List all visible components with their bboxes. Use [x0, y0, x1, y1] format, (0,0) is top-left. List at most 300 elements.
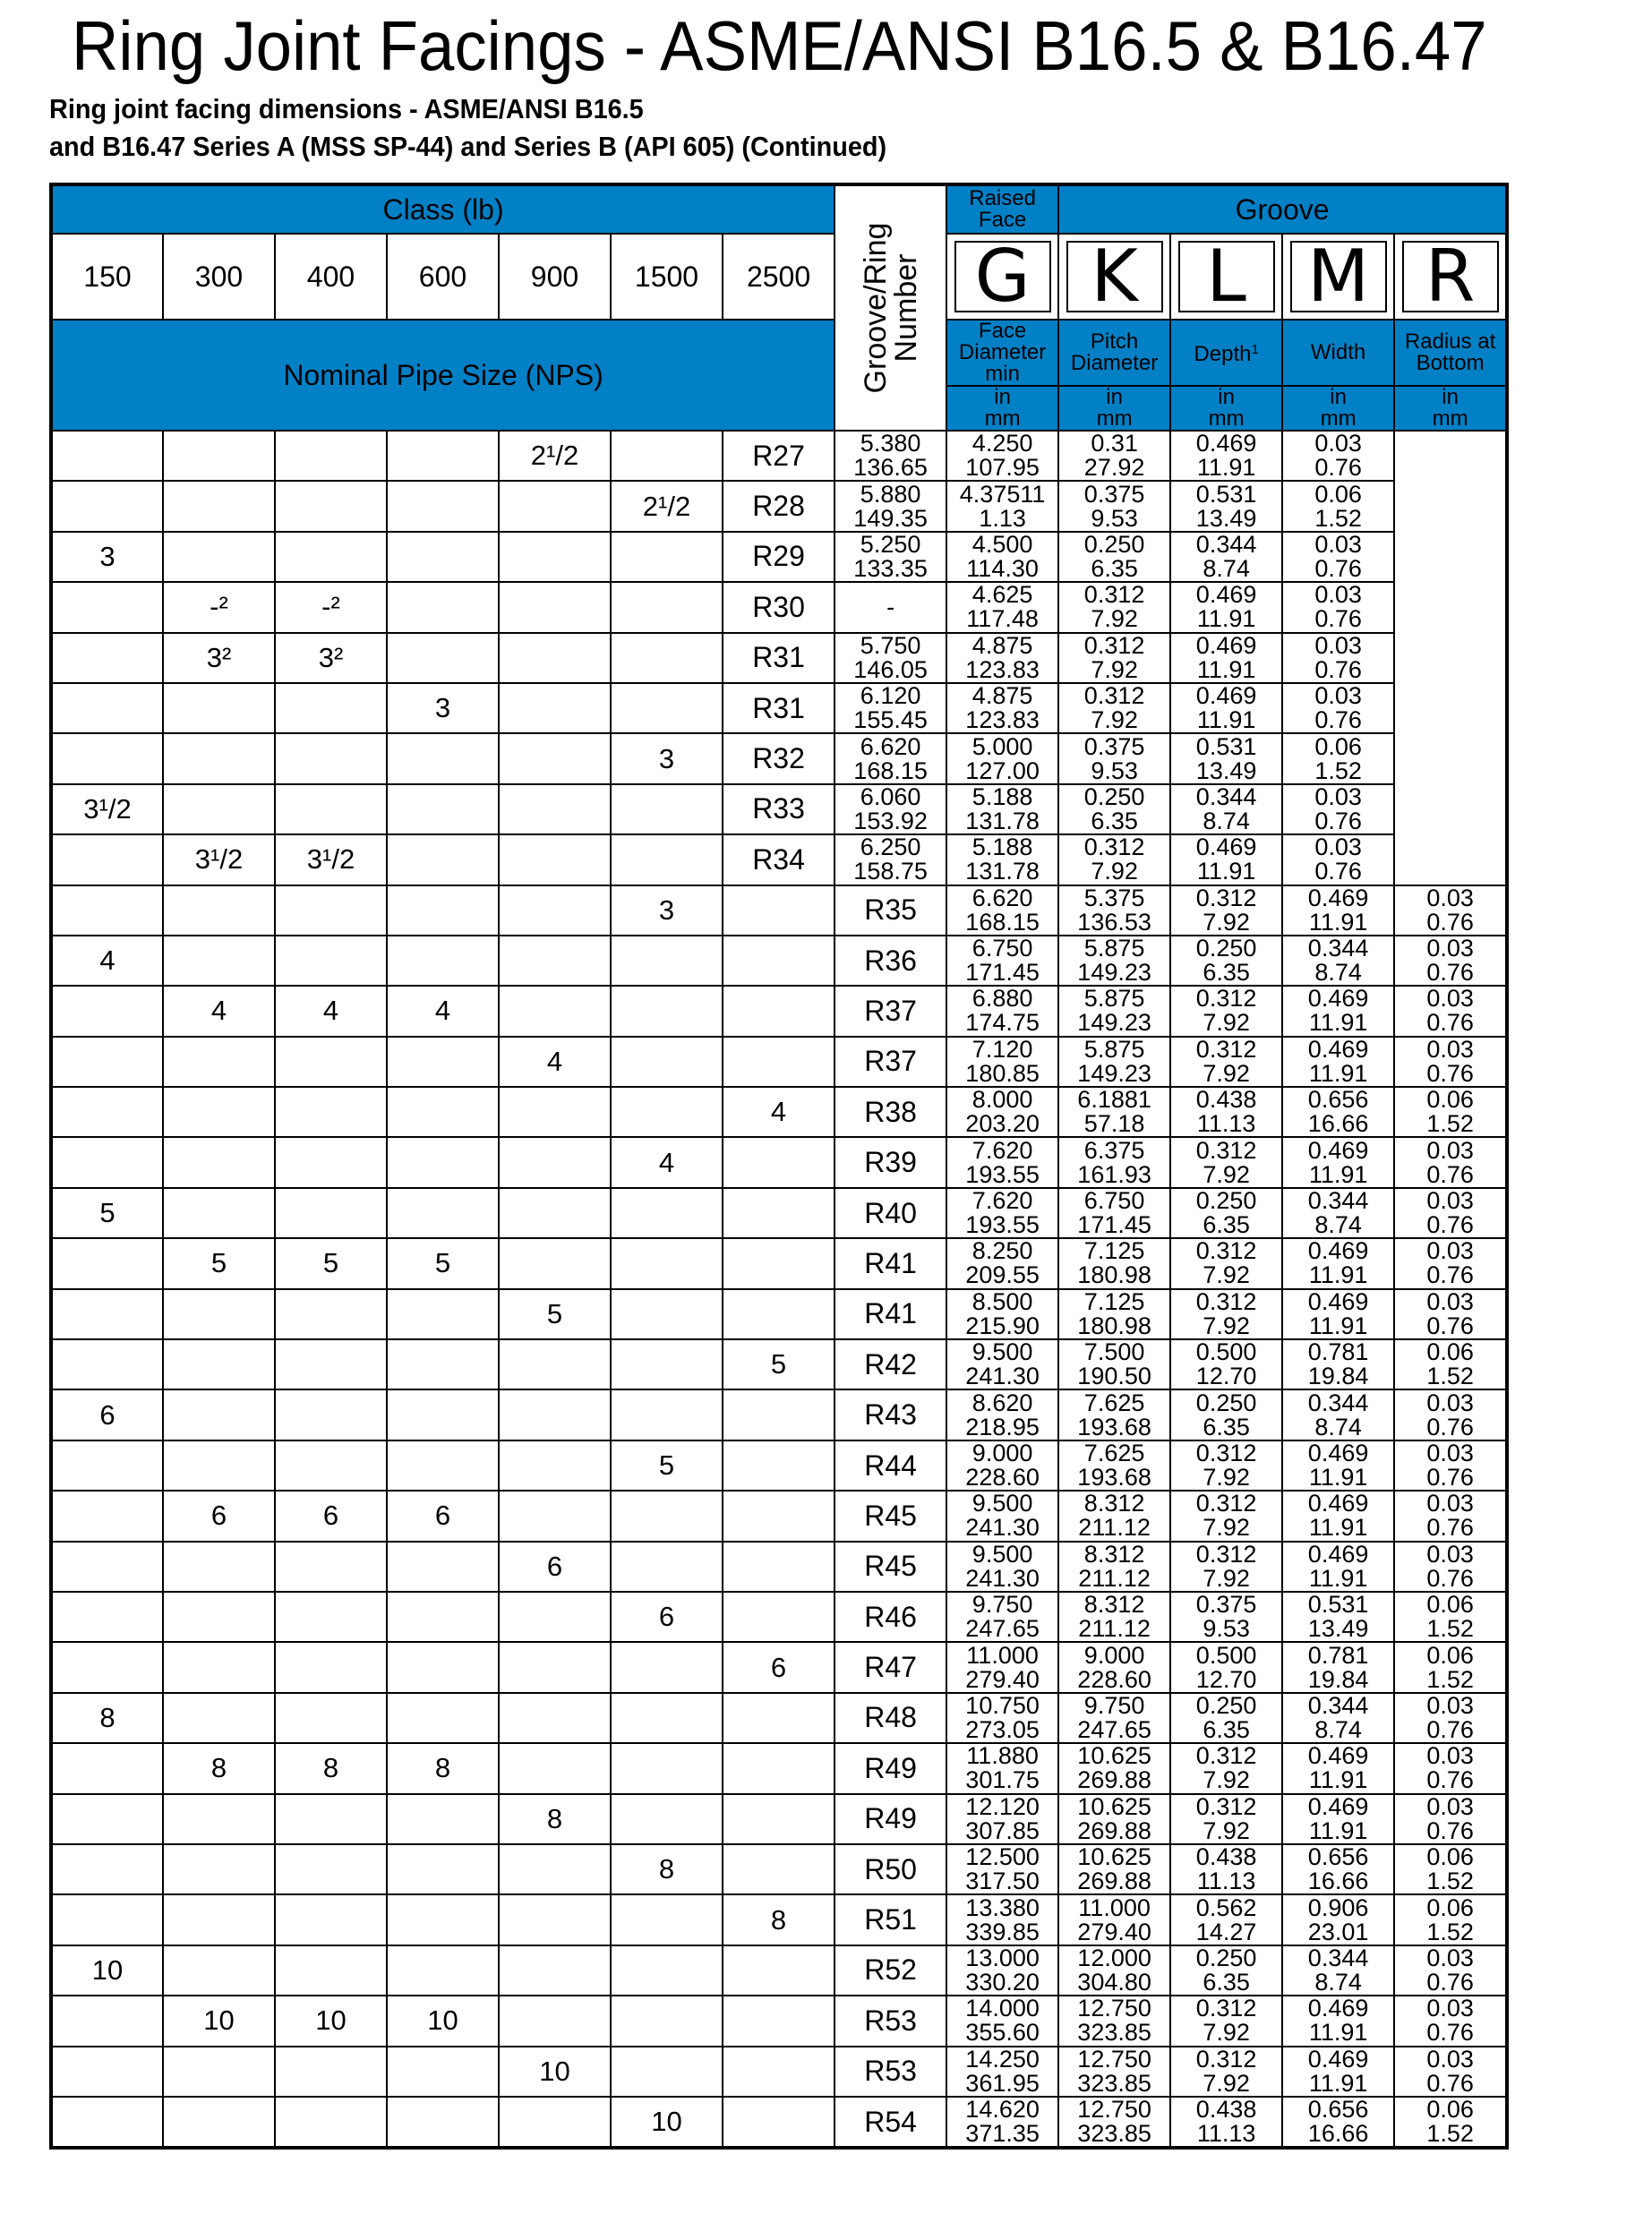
col-pitch-diameter: Pitch Diameter	[1058, 320, 1170, 386]
nps-class-900	[499, 1491, 611, 1541]
value-mm: 174.75	[965, 1009, 1040, 1037]
value-in: 0.469	[1307, 1743, 1369, 1770]
table-row	[51, 1389, 1507, 1440]
value-mm: 241.30	[965, 1564, 1040, 1592]
nps-class-600	[275, 784, 387, 834]
value-mm: 131.78	[965, 807, 1040, 834]
value-in: 0.438	[1195, 1843, 1257, 1871]
nps-class-1500	[611, 986, 723, 1036]
nps-class-400	[275, 1894, 387, 1945]
nps-class-600	[387, 1844, 499, 1894]
value-mm: 7.92	[1091, 858, 1138, 885]
class-2500: 2500	[723, 234, 835, 320]
letter-k-cell	[1058, 234, 1170, 320]
ring-number: R45	[835, 1491, 946, 1541]
nps-class-2500	[723, 936, 835, 986]
value-in: 0.312	[1195, 1440, 1257, 1466]
nps-class-400	[275, 1693, 387, 1743]
value-k	[946, 834, 1058, 885]
value-g	[946, 1491, 1058, 1541]
value-mm: 190.50	[1077, 1363, 1151, 1390]
ring-number: R33	[723, 784, 835, 834]
value-mm: 11.91	[1196, 655, 1256, 683]
value-mm: 11.91	[1308, 908, 1368, 936]
value-in: 0.781	[1307, 1339, 1369, 1366]
value-mm: 323.85	[1077, 2120, 1151, 2148]
nps-class-400	[275, 885, 387, 936]
value-l	[1170, 936, 1282, 986]
value-in: 0.438	[1195, 1087, 1257, 1114]
value-k	[1058, 1339, 1170, 1389]
value-mm: 13.49	[1307, 1615, 1369, 1643]
nps-class-300	[163, 683, 275, 733]
nps-class-1500	[499, 683, 611, 733]
nps-class-150	[51, 1844, 163, 1894]
nps-class-2500: 3	[611, 733, 723, 783]
value-in: 0.312	[1195, 1288, 1257, 1315]
value-l	[1170, 1188, 1282, 1238]
value-in: 0.469	[1307, 2046, 1369, 2073]
value-in: 0.03	[1314, 682, 1362, 710]
value-in: 0.469	[1307, 1793, 1369, 1820]
nps-class-150	[51, 1339, 163, 1389]
value-mm: 355.60	[965, 2019, 1040, 2047]
value-in: 14.620	[965, 2096, 1040, 2124]
nps-class-600	[275, 733, 387, 783]
nps-class-150: 8	[51, 1693, 163, 1743]
value-mm: 0.76	[1426, 1312, 1474, 1339]
nps-class-2500	[723, 1693, 835, 1743]
value-in: 6.880	[972, 986, 1033, 1013]
table-row	[51, 2097, 1507, 2148]
value-r	[1394, 1238, 1507, 1288]
value-k	[1058, 1844, 1170, 1894]
nps-class-2500	[723, 1137, 835, 1187]
nps-class-2500: 8	[723, 1894, 835, 1945]
value-mm: 0.76	[1426, 1514, 1474, 1542]
value-in: 0.344	[1195, 783, 1257, 810]
nps-class-1500	[611, 1894, 723, 1945]
value-mm: 14.27	[1195, 1918, 1257, 1945]
value-k	[946, 784, 1058, 834]
nps-class-1500: 2¹/2	[499, 431, 611, 481]
value-mm: 1.52	[1314, 504, 1362, 532]
value-mm: 127.00	[965, 756, 1040, 784]
ring-number: R47	[835, 1642, 946, 1692]
nps-class-300	[163, 784, 275, 834]
value-r	[1394, 1542, 1507, 1592]
letter-l-icon: L	[1178, 241, 1275, 312]
value-in: 6.250	[860, 834, 921, 861]
value-mm: 1.52	[1426, 2120, 1474, 2148]
ring-number: R29	[723, 532, 835, 582]
value-r	[1394, 1592, 1507, 1642]
col-depth: Depth$^1$	[1170, 320, 1282, 386]
value-mm: 0.76	[1426, 1715, 1474, 1743]
value-mm: 8.74	[1314, 959, 1362, 987]
value-g	[946, 885, 1058, 936]
nps-class-900	[499, 1087, 611, 1137]
value-mm: 269.88	[1077, 1766, 1151, 1794]
letter-m-icon: M	[1290, 241, 1387, 312]
table-row	[51, 1238, 1507, 1288]
value-l	[1170, 1037, 1282, 1087]
value-in: 5.250	[860, 531, 921, 558]
nps-class-400	[275, 1037, 387, 1087]
value-in: 10.625	[1077, 1843, 1151, 1871]
nps-class-2500	[611, 532, 723, 582]
table-row	[51, 1188, 1507, 1238]
value-mm: 6.35	[1203, 1715, 1250, 1743]
value-m	[1170, 582, 1282, 632]
nps-class-1500: 6	[611, 1592, 723, 1642]
value-m	[1282, 1491, 1394, 1541]
value-r	[1394, 1339, 1507, 1389]
value-g	[835, 633, 946, 683]
value-mm: 153.92	[853, 807, 928, 834]
value-r	[1394, 1996, 1507, 2046]
nps-class-1500	[611, 1996, 723, 2046]
value-g	[946, 1289, 1058, 1339]
nps-class-600	[387, 2047, 499, 2097]
value-mm: 0.76	[1426, 1413, 1474, 1440]
units-pitch-diameter: in mm	[1058, 386, 1170, 431]
value-in: 0.469	[1307, 1288, 1369, 1315]
nps-class-300: 6	[163, 1491, 275, 1541]
value-k	[1058, 1491, 1170, 1541]
value-in: 0.656	[1307, 2096, 1369, 2124]
nps-class-1500	[611, 1542, 723, 1592]
value-in: 0.03	[1426, 1440, 1474, 1466]
nps-class-2500	[723, 1188, 835, 1238]
nps-class-300: 10	[163, 1996, 275, 2046]
value-in: 0.06	[1426, 1894, 1474, 1921]
value-g	[946, 2097, 1058, 2148]
value-g	[946, 936, 1058, 986]
value-in: 0.312	[1195, 2046, 1257, 2073]
value-l	[1170, 1794, 1282, 1844]
value-k	[946, 481, 1058, 531]
ring-number: R48	[835, 1693, 946, 1743]
value-mm: 279.40	[965, 1665, 1040, 1693]
ring-joint-table	[49, 183, 1509, 2150]
value-in: 7.120	[972, 1036, 1033, 1063]
ring-number: R41	[835, 1289, 946, 1339]
value-in: 11.000	[966, 1642, 1039, 1669]
value-mm: 0.76	[1426, 1766, 1474, 1794]
letter-k-icon: K	[1066, 241, 1163, 312]
value-mm: 11.91	[1308, 1261, 1368, 1289]
nps-class-600: 10	[387, 1996, 499, 2046]
value-mm: 131.78	[965, 858, 1040, 885]
value-mm: 361.95	[965, 2069, 1040, 2097]
page-title: Ring Joint Facings - ASME/ANSI B16.5 & B16.47	[72, 6, 1487, 85]
value-m	[1282, 1389, 1394, 1440]
nps-class-400	[275, 1137, 387, 1187]
nps-class-900	[499, 2097, 611, 2148]
value-mm: 161.93	[1077, 1160, 1151, 1188]
nps-class-150: 10	[51, 1945, 163, 1996]
nps-class-900	[387, 532, 499, 582]
value-mm: 11.13	[1196, 2120, 1256, 2148]
value-in: 5.375	[1083, 885, 1145, 911]
nps-class-300	[163, 1087, 275, 1137]
ring-number: R34	[723, 834, 835, 885]
value-in: 9.500	[972, 1541, 1033, 1568]
value-mm: 7.92	[1203, 1312, 1250, 1339]
value-mm: 0.76	[1314, 706, 1362, 734]
nps-class-400	[275, 1087, 387, 1137]
ring-number: R54	[835, 2097, 946, 2148]
value-in: 0.03	[1426, 986, 1474, 1013]
value-l	[1058, 532, 1170, 582]
value-in: 0.03	[1426, 1996, 1474, 2022]
value-r	[1394, 1693, 1507, 1743]
value-k	[1058, 1440, 1170, 1491]
value-mm: 193.68	[1077, 1464, 1151, 1491]
value-in: 5.750	[860, 632, 921, 659]
nps-class-2500	[723, 1289, 835, 1339]
value-k	[946, 633, 1058, 683]
table-row	[51, 1844, 1507, 1894]
value-k	[1058, 1894, 1170, 1945]
value-mm: 180.98	[1077, 1312, 1151, 1339]
value-mm: 317.50	[965, 1868, 1040, 1895]
value-in: 0.375	[1083, 733, 1145, 760]
nps-class-150	[51, 1289, 163, 1339]
value-in: 0.344	[1307, 1945, 1369, 1971]
col-width: Width	[1282, 320, 1394, 386]
value-mm: 149.23	[1077, 959, 1151, 987]
value-mm: 149.23	[1077, 1059, 1151, 1087]
nps-class-600	[387, 1339, 499, 1389]
value-in: 0.03	[1426, 1491, 1474, 1517]
value-mm: 8.74	[1203, 807, 1250, 834]
value-in: 0.531	[1195, 481, 1257, 508]
nps-class-2500	[611, 582, 723, 632]
nps-class-600	[275, 481, 387, 531]
value-mm: 7.92	[1203, 1816, 1250, 1844]
nps-class-600	[275, 431, 387, 481]
value-g	[835, 481, 946, 531]
value-mm: 11.91	[1308, 1312, 1368, 1339]
value-mm: 7.92	[1203, 1464, 1250, 1491]
value-mm: 11.91	[1308, 1160, 1368, 1188]
value-mm: 304.80	[1077, 1968, 1151, 1996]
nps-class-2500	[723, 1996, 835, 2046]
nps-class-1500	[611, 1945, 723, 1996]
value-in: 6.120	[860, 682, 921, 710]
value-k	[1058, 1037, 1170, 1087]
value-in: 0.469	[1307, 1996, 1369, 2022]
value-mm: 16.66	[1307, 1110, 1369, 1138]
value-mm: 0.76	[1426, 1261, 1474, 1289]
value-mm: 6.35	[1091, 554, 1138, 582]
nps-class-900	[499, 1592, 611, 1642]
value-mm: 6.35	[1203, 959, 1250, 987]
value-in: 0.250	[1195, 935, 1257, 962]
nps-class-150	[51, 1238, 163, 1288]
value-k	[1058, 1137, 1170, 1187]
table-row	[51, 1794, 1507, 1844]
ring-number: R45	[835, 1542, 946, 1592]
nps-class-900	[499, 885, 611, 936]
nps-class-2500: 4	[723, 1087, 835, 1137]
value-k	[1058, 1389, 1170, 1440]
value-k	[946, 532, 1058, 582]
value-mm: 0.76	[1426, 908, 1474, 936]
value-in: 0.03	[1426, 1238, 1474, 1265]
value-mm: 180.85	[965, 1059, 1040, 1087]
value-in: 7.125	[1083, 1238, 1145, 1265]
nps-class-600	[387, 885, 499, 936]
nps-class-1500	[499, 633, 611, 683]
table-row	[51, 1087, 1507, 1137]
nps-class-1500	[611, 1339, 723, 1389]
value-g	[946, 1037, 1058, 1087]
value-m	[1282, 1137, 1394, 1187]
value-mm: 7.92	[1203, 1059, 1250, 1087]
value-in: 0.31	[1091, 431, 1138, 457]
value-k	[946, 683, 1058, 733]
value-mm: 11.91	[1196, 706, 1256, 734]
value-l	[1170, 2097, 1282, 2148]
value-k	[1058, 1743, 1170, 1793]
nps-class-300	[163, 1188, 275, 1238]
value-l	[1170, 1996, 1282, 2046]
value-in: 12.750	[1077, 2046, 1151, 2073]
nps-class-300	[163, 1794, 275, 1844]
nps-class-400	[275, 1289, 387, 1339]
value-g	[835, 733, 946, 783]
nps-class-1500	[611, 1491, 723, 1541]
table-row	[51, 885, 1507, 936]
value-mm: 323.85	[1077, 2019, 1151, 2047]
ring-number: R35	[835, 885, 946, 936]
value-mm: 6.35	[1203, 1211, 1250, 1239]
nps-class-1500: 4	[611, 1137, 723, 1187]
value-r	[1394, 1894, 1507, 1945]
value-g	[946, 1339, 1058, 1389]
class-1500: 1500	[611, 234, 723, 320]
nps-class-600	[387, 1642, 499, 1692]
ring-number: R38	[835, 1087, 946, 1137]
nps-class-300: 3²	[163, 633, 275, 683]
value-in: 0.06	[1426, 2096, 1474, 2124]
table-row	[51, 1440, 1507, 1491]
value-in: 0.438	[1195, 2096, 1257, 2124]
nps-class-600: 3²	[275, 633, 387, 683]
value-in: 0.03	[1426, 1137, 1474, 1164]
nps-class-150	[51, 431, 163, 481]
nps-class-2500	[723, 1743, 835, 1793]
nps-class-400	[275, 1389, 387, 1440]
value-m	[1282, 1440, 1394, 1491]
value-g	[946, 1844, 1058, 1894]
ring-number: R40	[835, 1188, 946, 1238]
value-in: 9.500	[972, 1491, 1033, 1517]
value-in: 0.03	[1314, 632, 1362, 659]
value-mm: 193.68	[1077, 1413, 1151, 1440]
value-m	[1282, 1996, 1394, 2046]
table-row	[51, 834, 1507, 885]
value-in: 0.312	[1195, 1238, 1257, 1265]
value-in: 0.03	[1426, 1288, 1474, 1315]
value-mm: 7.92	[1203, 1261, 1250, 1289]
value-m	[1170, 431, 1282, 481]
nps-class-2500	[611, 683, 723, 733]
value-mm: 0.76	[1426, 959, 1474, 987]
value-r	[1282, 532, 1394, 582]
value-mm: 149.23	[1077, 1009, 1151, 1037]
value-mm: 7.92	[1091, 655, 1138, 683]
value-in: 6.375	[1083, 1137, 1145, 1164]
value-r	[1282, 784, 1394, 834]
nps-class-300	[163, 936, 275, 986]
table-row	[51, 481, 1507, 531]
nps-class-2500	[723, 1440, 835, 1491]
value-in: 4.625	[972, 582, 1033, 609]
ring-number: R43	[835, 1389, 946, 1440]
value-mm: 168.15	[853, 756, 928, 784]
value-mm: 149.35	[853, 504, 928, 532]
value-mm: 7.92	[1203, 2019, 1250, 2047]
value-in: 7.500	[1083, 1339, 1145, 1366]
nps-class-600	[387, 1945, 499, 1996]
value-g	[946, 1087, 1058, 1137]
value-in: 14.250	[965, 2046, 1040, 2073]
value-in: 10.750	[965, 1692, 1040, 1719]
value-g	[946, 1238, 1058, 1288]
value-mm: 11.91	[1196, 605, 1256, 633]
nps-class-1500	[499, 784, 611, 834]
value-in: 0.469	[1307, 1238, 1369, 1265]
nps-class-300	[163, 2047, 275, 2097]
value-r	[1282, 633, 1394, 683]
nps-class-1500	[611, 2047, 723, 2097]
value-in: 13.000	[965, 1945, 1040, 1971]
value-in: 0.344	[1307, 1692, 1369, 1719]
ring-number: R27	[723, 431, 835, 481]
value-k	[1058, 1693, 1170, 1743]
nps-class-2500	[723, 1491, 835, 1541]
value-g	[946, 1389, 1058, 1440]
nps-class-2500	[723, 1794, 835, 1844]
value-in: 11.000	[1078, 1894, 1151, 1921]
nps-class-900	[499, 1440, 611, 1491]
nps-class-900	[499, 986, 611, 1036]
value-l	[1170, 1693, 1282, 1743]
value-in: 5.880	[860, 481, 921, 508]
value-in: 0.06	[1314, 481, 1362, 508]
value-r	[1394, 1440, 1507, 1491]
nps-class-1500	[499, 481, 611, 531]
nps-class-150	[51, 1743, 163, 1793]
value-in: 0.469	[1195, 431, 1257, 457]
value-m	[1170, 532, 1282, 582]
nps-class-400	[275, 1542, 387, 1592]
value-m	[1170, 633, 1282, 683]
nps-class-1500	[611, 1693, 723, 1743]
ring-number: R31	[723, 633, 835, 683]
value-in: 10.625	[1077, 1743, 1151, 1770]
nps-class-1500	[611, 1642, 723, 1692]
value-k	[1058, 1642, 1170, 1692]
nps-class-2500: 2¹/2	[611, 481, 723, 531]
value-in: 8.312	[1083, 1541, 1145, 1568]
table-row	[51, 784, 1507, 834]
value-in: 0.469	[1307, 1036, 1369, 1063]
